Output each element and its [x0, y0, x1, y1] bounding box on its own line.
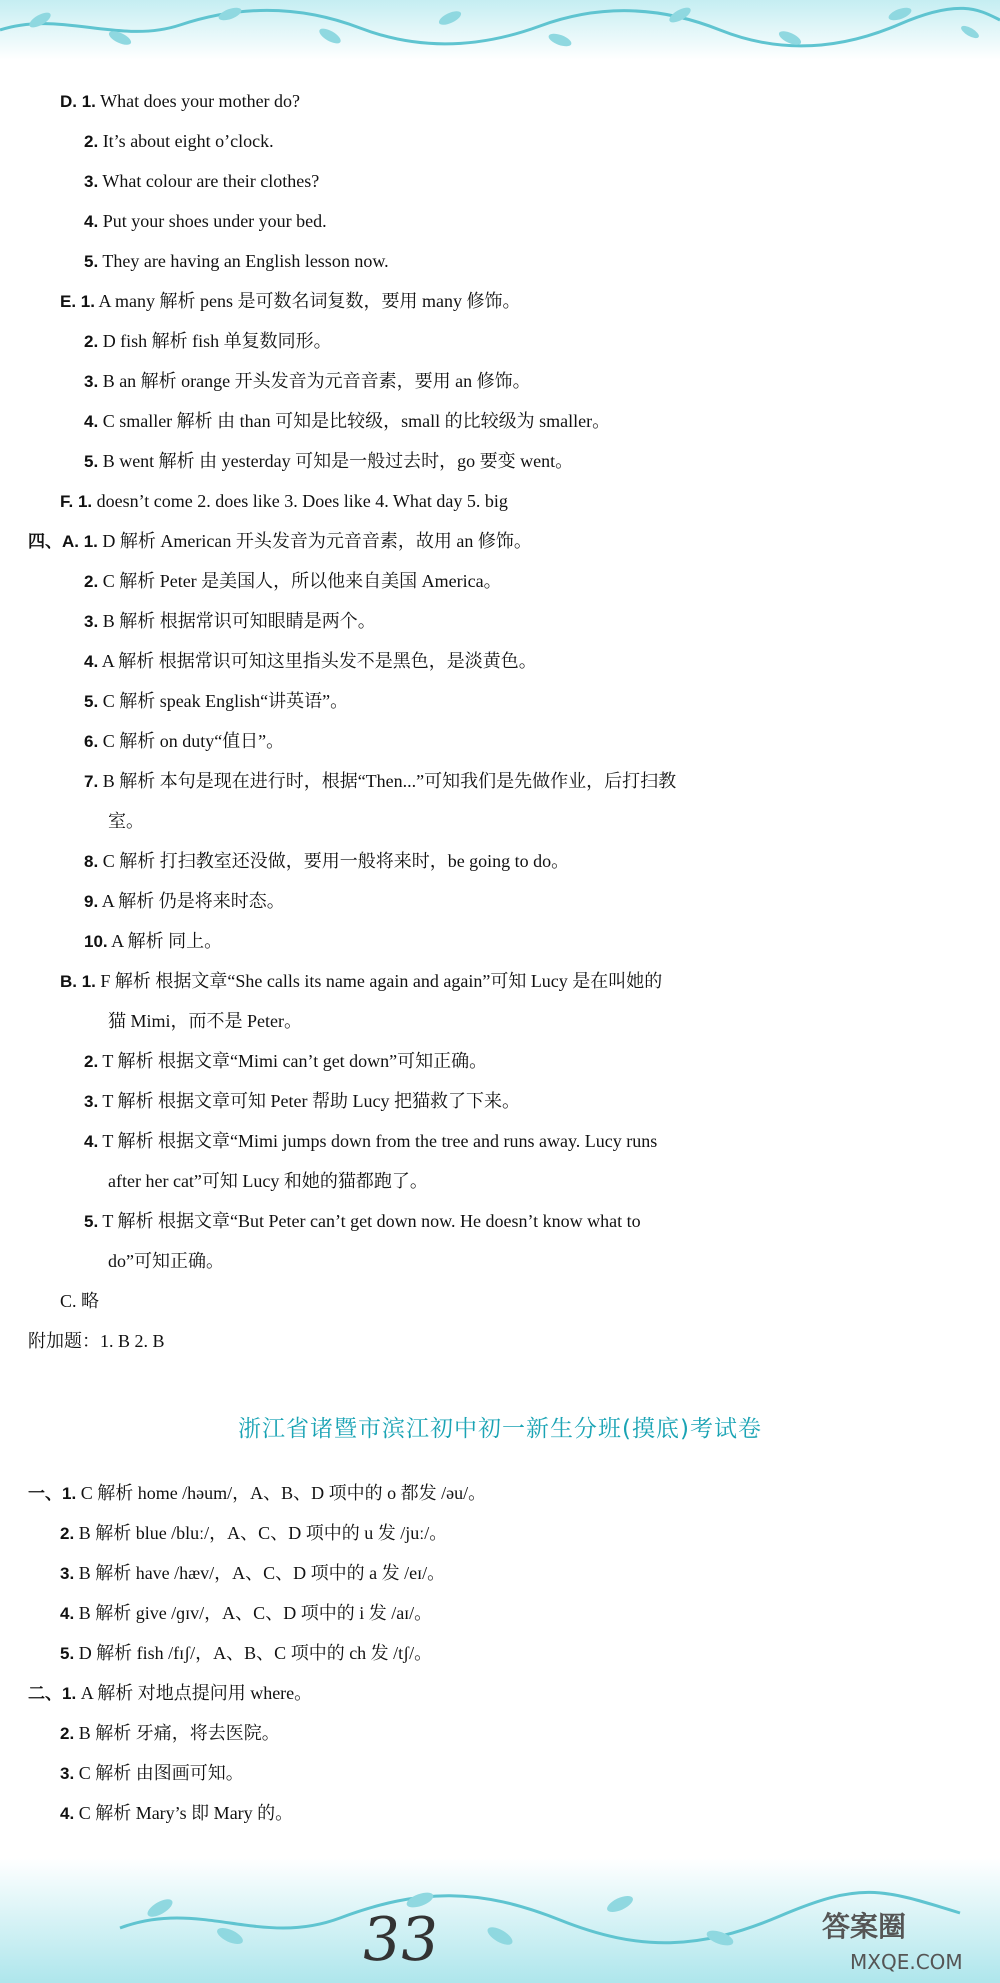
answer-text: B 解析 have /hæv/，A、C、D 项中的 a 发 /eɪ/。 — [78, 1563, 446, 1583]
answer-line — [60, 969, 662, 994]
answer-line — [60, 1289, 99, 1313]
answer-line — [84, 729, 284, 754]
answer-line — [84, 209, 327, 234]
answer-text: C 解析 Mary’s 即 Mary 的。 — [78, 1803, 294, 1823]
answer-text: A 解析 仍是将来时态。 — [101, 891, 285, 911]
item-number: 3. — [84, 172, 99, 191]
answer-line — [84, 369, 531, 394]
answer-text: T 解析 根据文章可知 Peter 帮助 Lucy 把猫救了下来。 — [102, 1091, 521, 1111]
answer-line — [108, 1009, 302, 1033]
item-number: 3. — [84, 372, 99, 391]
answer-line — [60, 1561, 445, 1586]
answer-text: C 解析 Peter 是美国人，所以他来自美国 America。 — [102, 571, 502, 591]
item-number: 一、1. — [28, 1484, 77, 1503]
answer-line — [60, 1601, 432, 1626]
top-vine-border — [0, 0, 1000, 60]
item-number: 3. — [60, 1564, 75, 1583]
answer-line — [84, 449, 573, 474]
item-number: 4. — [84, 412, 99, 431]
answer-line — [28, 1681, 312, 1706]
item-number: 2. — [60, 1524, 75, 1543]
item-number: 3. — [60, 1764, 75, 1783]
answer-text: B 解析 blue /bluː/，A、C、D 项中的 u 发 /juː/。 — [78, 1523, 448, 1543]
item-number: 2. — [60, 1724, 75, 1743]
item-number: 4. — [60, 1804, 75, 1823]
answer-text: C 解析 打扫教室还没做，要用一般将来时，be going to do。 — [102, 851, 570, 871]
watermark-logo: 答案圈 — [822, 1910, 907, 1943]
answer-line — [84, 129, 274, 154]
section-title: 浙江省诸暨市滨江初中初一新生分班(摸底)考试卷 — [238, 1416, 762, 1442]
answer-line — [108, 1169, 428, 1193]
answer-text: T 解析 根据文章“Mimi can’t get down”可知正确。 — [102, 1051, 488, 1071]
answer-text: C smaller 解析 由 than 可知是比较级，small 的比较级为 smaller。 — [102, 411, 611, 431]
item-number: 5. — [60, 1644, 75, 1663]
item-number: 5. — [84, 252, 99, 271]
answer-line — [84, 329, 332, 354]
answer-text: F 解析 根据文章“She calls its name again and again”可知 Lucy 是在叫她的 — [100, 971, 663, 991]
answer-text: B 解析 牙痛，将去医院。 — [78, 1723, 280, 1743]
page-number: 33 — [357, 1905, 444, 1975]
item-number: 10. — [84, 932, 108, 951]
answer-line — [60, 1721, 280, 1746]
answer-text: They are having an English lesson now. — [102, 251, 389, 271]
answer-text: It’s about eight o’clock. — [102, 131, 274, 151]
answer-text: A 解析 对地点提问用 where。 — [80, 1683, 313, 1703]
answer-line — [28, 529, 532, 554]
item-number: 2. — [84, 132, 99, 151]
answer-text: A many 解析 pens 是可数名词复数，要用 many 修饰。 — [98, 291, 521, 311]
answer-line — [84, 889, 285, 914]
item-number: E. 1. — [60, 292, 95, 311]
answer-text: B went 解析 由 yesterday 可知是一般过去时，go 要变 went。 — [102, 451, 574, 471]
answer-text: B 解析 根据常识可知眼睛是两个。 — [102, 611, 376, 631]
answer-text: C 解析 on duty“值日”。 — [102, 731, 285, 751]
answer-line — [84, 929, 222, 954]
answer-line — [60, 1641, 432, 1666]
answer-text: B an 解析 orange 开头发音为元音音素，要用 an 修饰。 — [102, 371, 531, 391]
item-number: F. 1. — [60, 492, 93, 511]
answer-line — [60, 1761, 244, 1786]
answer-line — [84, 409, 610, 434]
answer-line — [28, 1329, 165, 1353]
answer-text: C 解析 home /həum/，A、B、D 项中的 o 都发 /əu/。 — [80, 1483, 487, 1503]
answer-text: do”可知正确。 — [108, 1251, 224, 1271]
answer-line — [60, 1801, 293, 1826]
answer-text: T 解析 根据文章“Mimi jumps down from the tree and runs away. Lucy runs — [102, 1131, 658, 1151]
item-number: 9. — [84, 892, 99, 911]
answer-text: 室。 — [108, 811, 144, 831]
item-number: 3. — [84, 612, 99, 631]
answer-line — [84, 1089, 520, 1114]
item-number: D. 1. — [60, 92, 96, 111]
item-number: 4. — [60, 1604, 75, 1623]
answer-line — [60, 89, 300, 114]
answer-line — [84, 609, 376, 634]
answer-text: A 解析 同上。 — [111, 931, 223, 951]
answer-text: B 解析 give /ɡɪv/，A、C、D 项中的 i 发 /aɪ/。 — [78, 1603, 433, 1623]
answer-text: What colour are their clothes? — [102, 171, 320, 191]
answer-text: 附加题：1. B 2. B — [28, 1331, 165, 1351]
answer-text: D 解析 fish /fɪʃ/，A、B、C 项中的 ch 发 /tʃ/。 — [78, 1643, 433, 1663]
item-number: 2. — [84, 1052, 99, 1071]
item-number: 7. — [84, 772, 99, 791]
answer-text: after her cat”可知 Lucy 和她的猫都跑了。 — [108, 1171, 428, 1191]
watermark-url: MXQE.COM — [850, 1950, 963, 1974]
answer-line — [60, 489, 508, 514]
answer-line — [84, 769, 676, 794]
item-number: 2. — [84, 572, 99, 591]
answer-text: C 解析 speak English“讲英语”。 — [102, 691, 349, 711]
answer-line — [108, 1249, 224, 1273]
item-number: 5. — [84, 692, 99, 711]
answer-line — [84, 249, 389, 274]
item-number: 3. — [84, 1092, 99, 1111]
item-number: 4. — [84, 652, 99, 671]
answer-line — [84, 1129, 657, 1154]
answer-line — [60, 289, 520, 314]
item-number: 二、1. — [28, 1684, 77, 1703]
answer-text: B 解析 本句是现在进行时，根据“Then...”可知我们是先做作业，后打扫教 — [102, 771, 677, 791]
answer-line — [28, 1481, 486, 1506]
item-number: 4. — [84, 1132, 99, 1151]
answer-text: D fish 解析 fish 单复数同形。 — [102, 331, 332, 351]
answer-line — [84, 569, 502, 594]
item-number: 四、A. 1. — [28, 532, 98, 551]
answer-text: A 解析 根据常识可知这里指头发不是黑色，是淡黄色。 — [101, 651, 537, 671]
answer-text: C. 略 — [60, 1291, 100, 1311]
answer-line — [60, 1521, 447, 1546]
answer-text: What does your mother do? — [100, 91, 301, 111]
answer-text: 猫 Mimi，而不是 Peter。 — [108, 1011, 302, 1031]
answer-text: doesn’t come 2. does like 3. Does like 4. What day 5. big — [96, 491, 508, 511]
item-number: 4. — [84, 212, 99, 231]
answer-line — [108, 809, 144, 833]
item-number: 6. — [84, 732, 99, 751]
answer-line — [84, 689, 348, 714]
answer-text: T 解析 根据文章“But Peter can’t get down now. He doesn’t know what to — [102, 1211, 641, 1231]
answer-line — [84, 649, 537, 674]
answer-line — [84, 169, 319, 194]
answer-text: Put your shoes under your bed. — [102, 211, 327, 231]
item-number: 5. — [84, 452, 99, 471]
item-number: B. 1. — [60, 972, 96, 991]
item-number: 5. — [84, 1212, 99, 1231]
answer-line — [84, 849, 569, 874]
answer-line — [84, 1209, 641, 1234]
answer-text: D 解析 American 开头发音为元音音素，故用 an 修饰。 — [102, 531, 532, 551]
answer-line — [84, 1049, 487, 1074]
answer-text: C 解析 由图画可知。 — [78, 1763, 244, 1783]
item-number: 8. — [84, 852, 99, 871]
item-number: 2. — [84, 332, 99, 351]
